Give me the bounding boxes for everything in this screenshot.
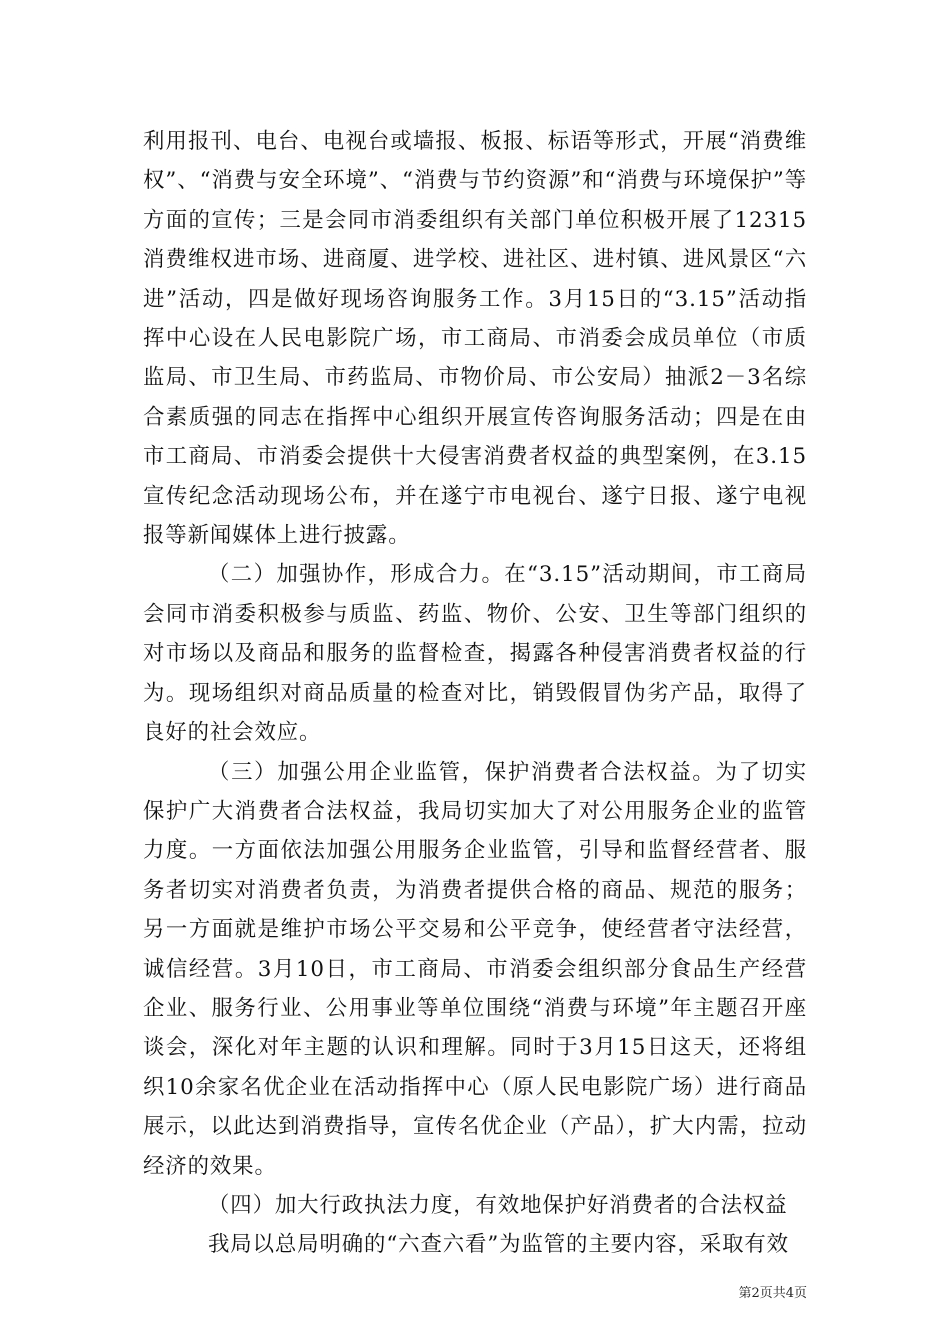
- paragraph-section-four: 我局以总局明确的“六查六看”为监管的主要内容，采取有效: [208, 1232, 789, 1258]
- paragraph-section-two: （二）加强协作，形成合力。在“3.15”活动期间，市工商局会同市消委积极参与质监、药监、物价、公安、卫生等部门组织的对市场以及商品和服务的监督检查，揭露各种侵害消费者权益的行为。现场组织对商品质量的检查对比，销毁假冒伪劣产品，取得了良好的社会效应。: [143, 562, 807, 746]
- heading-section-four: （四）加大行政执法力度，有效地保护好消费者的合法权益: [208, 1192, 788, 1218]
- page-number: 第2页共4页: [738, 1286, 807, 1301]
- paragraph-continuation: 利用报刊、电台、电视台或墙报、板报、标语等形式，开展“消费维权”、“消费与安全环境”、“消费与节约资源”和“消费与环境保护”等方面的宣传；三是会同市消委组织有关部门单位积极开展了12315消费维权进市场、进商厦、进学校、进社区、进村镇、进风景区“六进”活动，四是做好现场咨询服务工作。3月15日的“3.15”活动指挥中心设在人民电影院广场，市工商局、市消委会成员单位（市质监局、市卫生局、市药监局、市物价局、市公安局）抽派2－3名综合素质强的同志在指挥中心组织开展宣传咨询服务活动；四是在由市工商局、市消委会提供十大侵害消费者权益的典型案例，在3.15宣传纪念活动现场公布，并在遂宁市电视台、遂宁日报、遂宁电视报等新闻媒体上进行披露。: [143, 129, 807, 549]
- paragraph-section-three: （三）加强公用企业监管，保护消费者合法权益。为了切实保护广大消费者合法权益，我局切实加大了对公用服务企业的监管力度。一方面依法加强公用服务企业监管，引导和监督经营者、服务者切实对消费者负责，为消费者提供合格的商品、规范的服务；另一方面就是维护市场公平交易和公平竞争，使经营者守法经营，诚信经营。3月10日，市工商局、市消委会组织部分食品生产经营企业、服务行业、公用事业等单位围绕“消费与环境”年主题召开座谈会，深化对年主题的认识和理解。同时于3月15日这天，还将组织10余家名优企业在活动指挥中心（原人民电影院广场）进行商品展示，以此达到消费指导，宣传名优企业（产品），扩大内需，拉动经济的效果。: [143, 759, 807, 1179]
- document-body: [143, 122, 807, 1265]
